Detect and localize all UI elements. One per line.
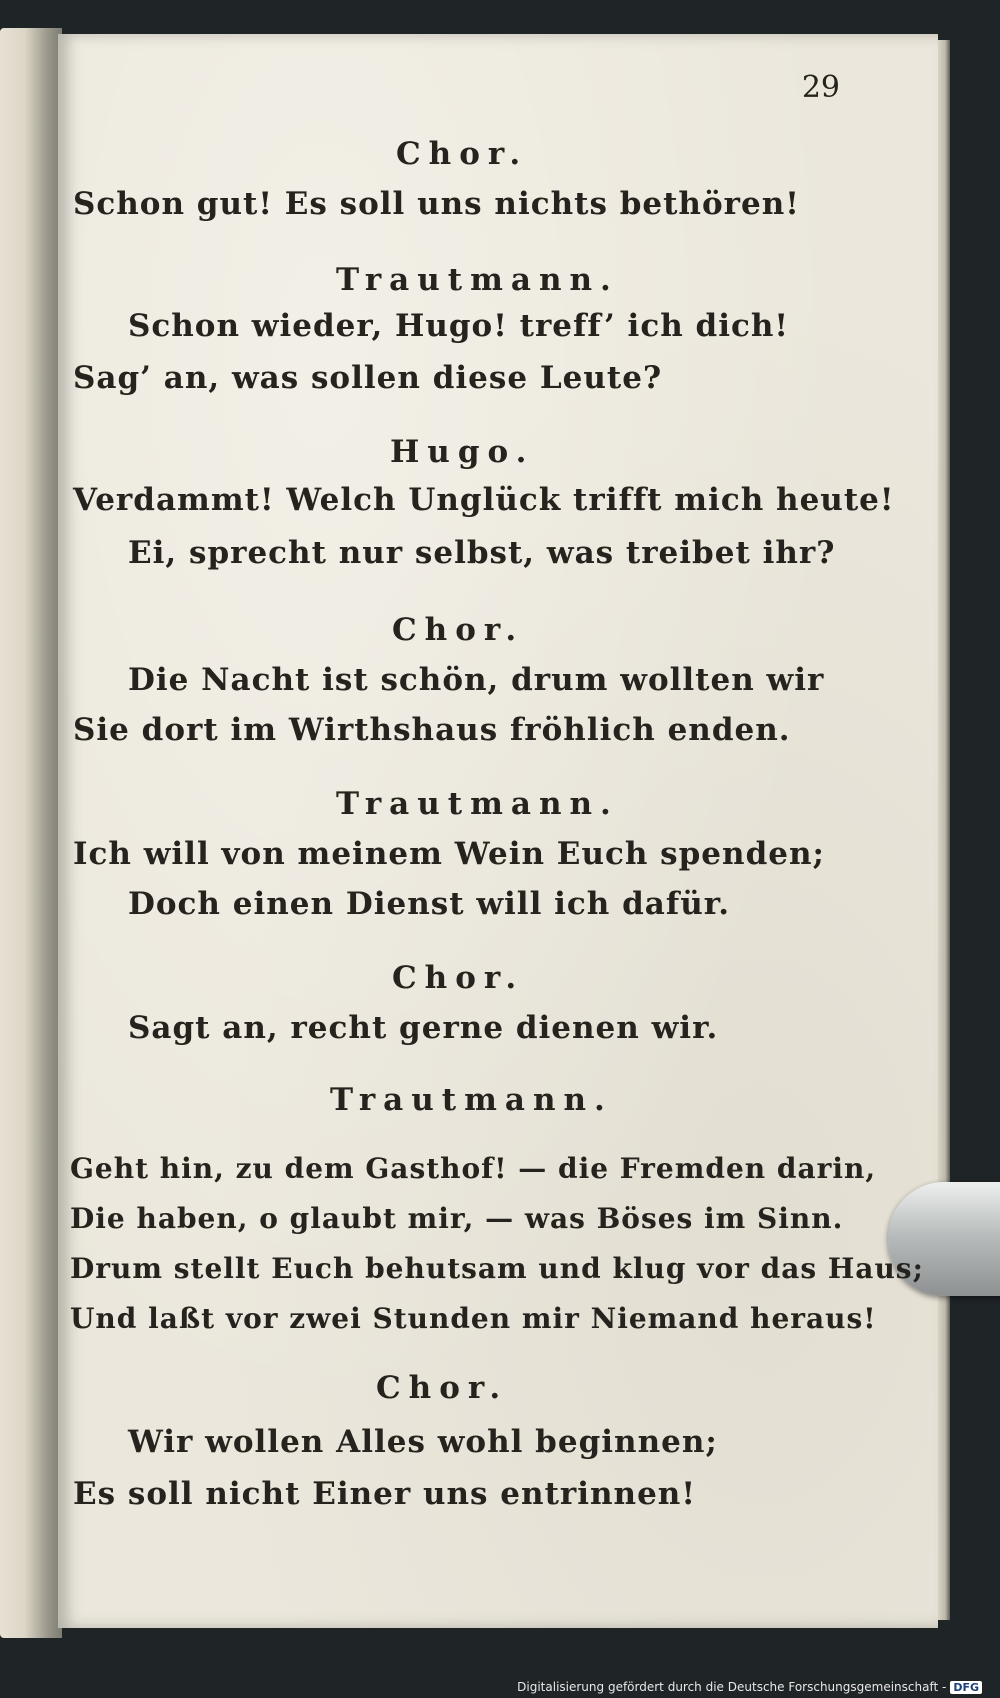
page-number: 29 [801, 70, 840, 105]
dfg-logo: DFG [950, 1681, 982, 1694]
verse-line: Geht hin, zu dem Gasthof! — die Fremden darin, [70, 1152, 877, 1185]
speaker-heading: Chor. [392, 612, 525, 648]
verse-line: Schon gut! Es soll uns nichts bethören! [73, 186, 800, 222]
speaker-heading: Hugo. [390, 434, 535, 470]
speaker-heading: Trautmann. [336, 786, 619, 822]
verse-line: Ich will von meinem Wein Euch spenden; [73, 836, 825, 872]
page-edge [938, 40, 950, 1620]
verse-line: Wir wollen Alles wohl beginnen; [128, 1424, 718, 1460]
verse-line: Schon wieder, Hugo! treff’ ich dich! [128, 308, 790, 344]
verse-line: Ei, sprecht nur selbst, was treibet ihr? [128, 535, 836, 571]
verse-line: Sagt an, recht gerne dienen wir. [128, 1010, 719, 1046]
verse-line: Die Nacht ist schön, drum wollten wir [128, 662, 825, 698]
verse-line: Es soll nicht Einer uns entrinnen! [73, 1476, 696, 1512]
speaker-heading: Trautmann. [330, 1082, 613, 1118]
digitization-credit [517, 1680, 982, 1694]
verse-line: Sie dort im Wirthshaus fröhlich enden. [73, 712, 791, 748]
speaker-heading: Trautmann. [336, 262, 619, 298]
speaker-heading: Chor. [376, 1370, 509, 1406]
verse-line: Die haben, o glaubt mir, — was Böses im Sinn. [70, 1202, 844, 1235]
speaker-heading: Chor. [392, 960, 525, 996]
verse-line: Doch einen Dienst will ich dafür. [128, 886, 731, 922]
verse-line: Sag’ an, was sollen diese Leute? [73, 360, 663, 396]
book-spine [0, 28, 62, 1638]
credit-text: Digitalisierung gefördert durch die Deutsche Forschungsgemeinschaft - [517, 1680, 947, 1694]
verse-line: Drum stellt Euch behutsam und klug vor das Haus; [70, 1252, 924, 1285]
speaker-heading: Chor. [396, 136, 529, 172]
verse-line: Und laßt vor zwei Stunden mir Niemand heraus! [70, 1302, 877, 1335]
verse-line: Verdammt! Welch Unglück trifft mich heute! [73, 482, 895, 518]
